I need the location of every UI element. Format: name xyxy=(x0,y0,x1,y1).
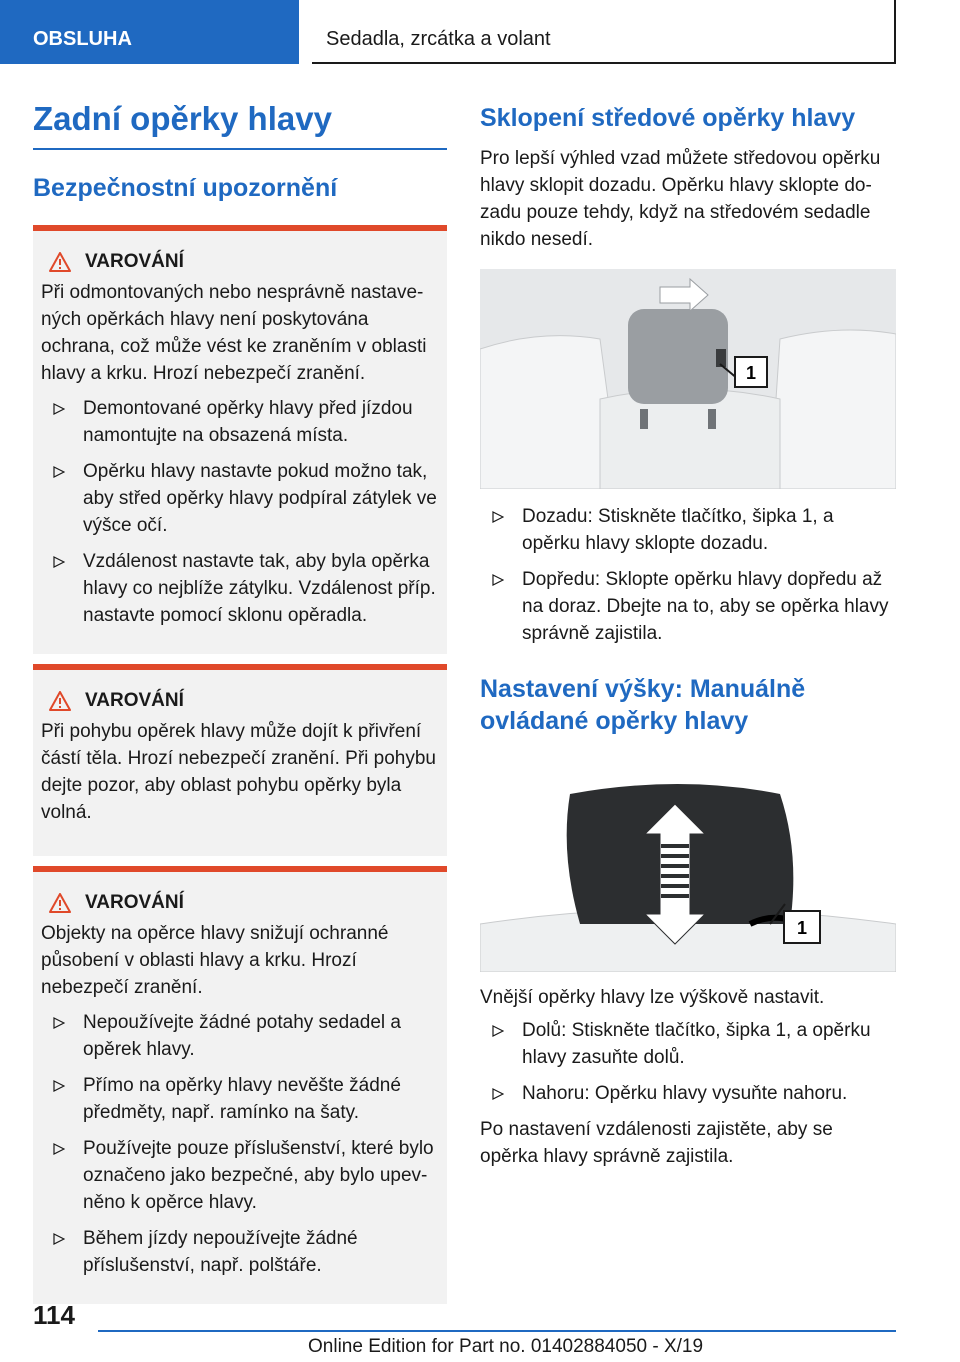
warning-box xyxy=(33,664,447,856)
warning-triangle-icon xyxy=(49,691,71,711)
callout-label: 1 xyxy=(745,362,757,383)
bullet-triangle-icon xyxy=(53,1017,65,1029)
headrest-height-illustration xyxy=(480,774,896,972)
section-header xyxy=(312,0,896,64)
warning-triangle-icon xyxy=(49,252,71,272)
section-text: Po nastavení vzdálenosti zajistěte, aby se opěrka hlavy správně zajistila. xyxy=(480,1118,833,1167)
list-item: Vzdálenost nastavte tak, aby byla opěrka hlavy co nejblíže zátylku. Vzdálenost příp. nastavte pomocí sklonu opěradla. xyxy=(41,548,439,629)
warning-text: Při odmontovaných nebo nesprávně nastavených opěrkách hlavy není poskytována ochrana, což může vést ke zraněním v oblasti hlavy a krku. Hrozí nebezpečí zranění. xyxy=(41,281,427,384)
warning-box xyxy=(33,225,447,654)
list-item: Nepoužívejte žádné potahy sedadel a opěrek hlavy. xyxy=(41,1009,439,1063)
bullet-triangle-icon xyxy=(53,1080,65,1092)
list-item: Používejte pouze příslušenství, které bylo označeno jako bezpečné, aby bylo upevněno k opěrce hlavy. xyxy=(41,1135,439,1216)
bullet-triangle-icon xyxy=(492,1088,504,1100)
warning-title: VAROVÁNÍ xyxy=(85,891,184,913)
bullet-triangle-icon xyxy=(492,574,504,586)
list-item: Dopředu: Sklopte opěrku hlavy dopředu až na doraz. Dbejte na to, aby se opěrka hlavy správně zajistila. xyxy=(480,566,896,647)
page-number: 114 xyxy=(33,1300,75,1330)
list-item: Dozadu: Stiskněte tlačítko, šipka 1, a opěrku hlavy sklopte dozadu. xyxy=(480,503,896,557)
section-text: Vnější opěrky hlavy lze výškově nastavit. xyxy=(480,986,825,1008)
bullet-triangle-icon xyxy=(53,1233,65,1245)
bullet-triangle-icon xyxy=(53,403,65,415)
right-column xyxy=(480,100,896,1170)
bullet-triangle-icon xyxy=(53,556,65,568)
headrest-fold-illustration xyxy=(480,269,896,489)
list-item: Během jízdy nepoužívejte žádné příslušenství, např. polštáře. xyxy=(41,1225,439,1279)
list-item: Přímo na opěrky hlavy nevěšte žádné předměty, např. ramínko na šaty. xyxy=(41,1072,439,1126)
list-item: Nahoru: Opěrku hlavy vysuňte nahoru. xyxy=(480,1080,896,1107)
section-title-fold: Sklopení středové opěrky hlavy xyxy=(480,104,856,132)
callout-label: 1 xyxy=(796,917,808,938)
list-item: Demontované opěrky hlavy před jízdou namontujte na obsazená místa. xyxy=(41,395,439,449)
safety-subtitle: Bezpečnostní upozornění xyxy=(33,173,338,202)
section-label: Sedadla, zrcátka a volant xyxy=(326,28,551,50)
warning-box xyxy=(33,866,447,1304)
chapter-tab xyxy=(0,0,299,64)
warning-title: VAROVÁNÍ xyxy=(85,689,184,711)
warning-triangle-icon xyxy=(49,893,71,913)
left-column xyxy=(33,100,447,1314)
bullet-triangle-icon xyxy=(492,511,504,523)
edition-footer: Online Edition for Part no. 01402884050 - X/19 xyxy=(308,1336,704,1357)
footer-rule xyxy=(98,1330,896,1332)
section-title-height: Nastavení výšky: Manuálně ovládané opěrky hlavy xyxy=(480,674,806,735)
warning-text: Při pohybu opěrek hlavy může dojít k přivření částí těla. Hrozí nebezpečí zranění. Při pohybu dejte pozor, aby oblast pohybu opěrky byla volná. xyxy=(41,720,436,823)
chapter-label: OBSLUHA xyxy=(33,28,132,50)
bullet-triangle-icon xyxy=(53,466,65,478)
warning-text: Objekty na opěrce hlavy snižují ochranné působení v oblasti hlavy a krku. Hrozí nebezpečí zranění. xyxy=(41,922,389,998)
list-item: Dolů: Stiskněte tlačítko, šipka 1, a opěrku hlavy zasuňte dolů. xyxy=(480,1017,896,1071)
page-title: Zadní opěrky hlavy xyxy=(33,100,447,150)
section-text: Pro lepší výhled vzad můžete středovou opěrku hlavy sklopit dozadu. Opěrku hlavy sklopte dozadu pouze tehdy, když na středovém sedadle nikdo nesedí. xyxy=(480,147,881,250)
list-item: Opěrku hlavy nastavte pokud možno tak, aby střed opěrky hlavy podpíral zátylek ve výšce očí. xyxy=(41,458,439,539)
bullet-triangle-icon xyxy=(492,1025,504,1037)
warning-title: VAROVÁNÍ xyxy=(85,250,184,272)
bullet-triangle-icon xyxy=(53,1143,65,1155)
